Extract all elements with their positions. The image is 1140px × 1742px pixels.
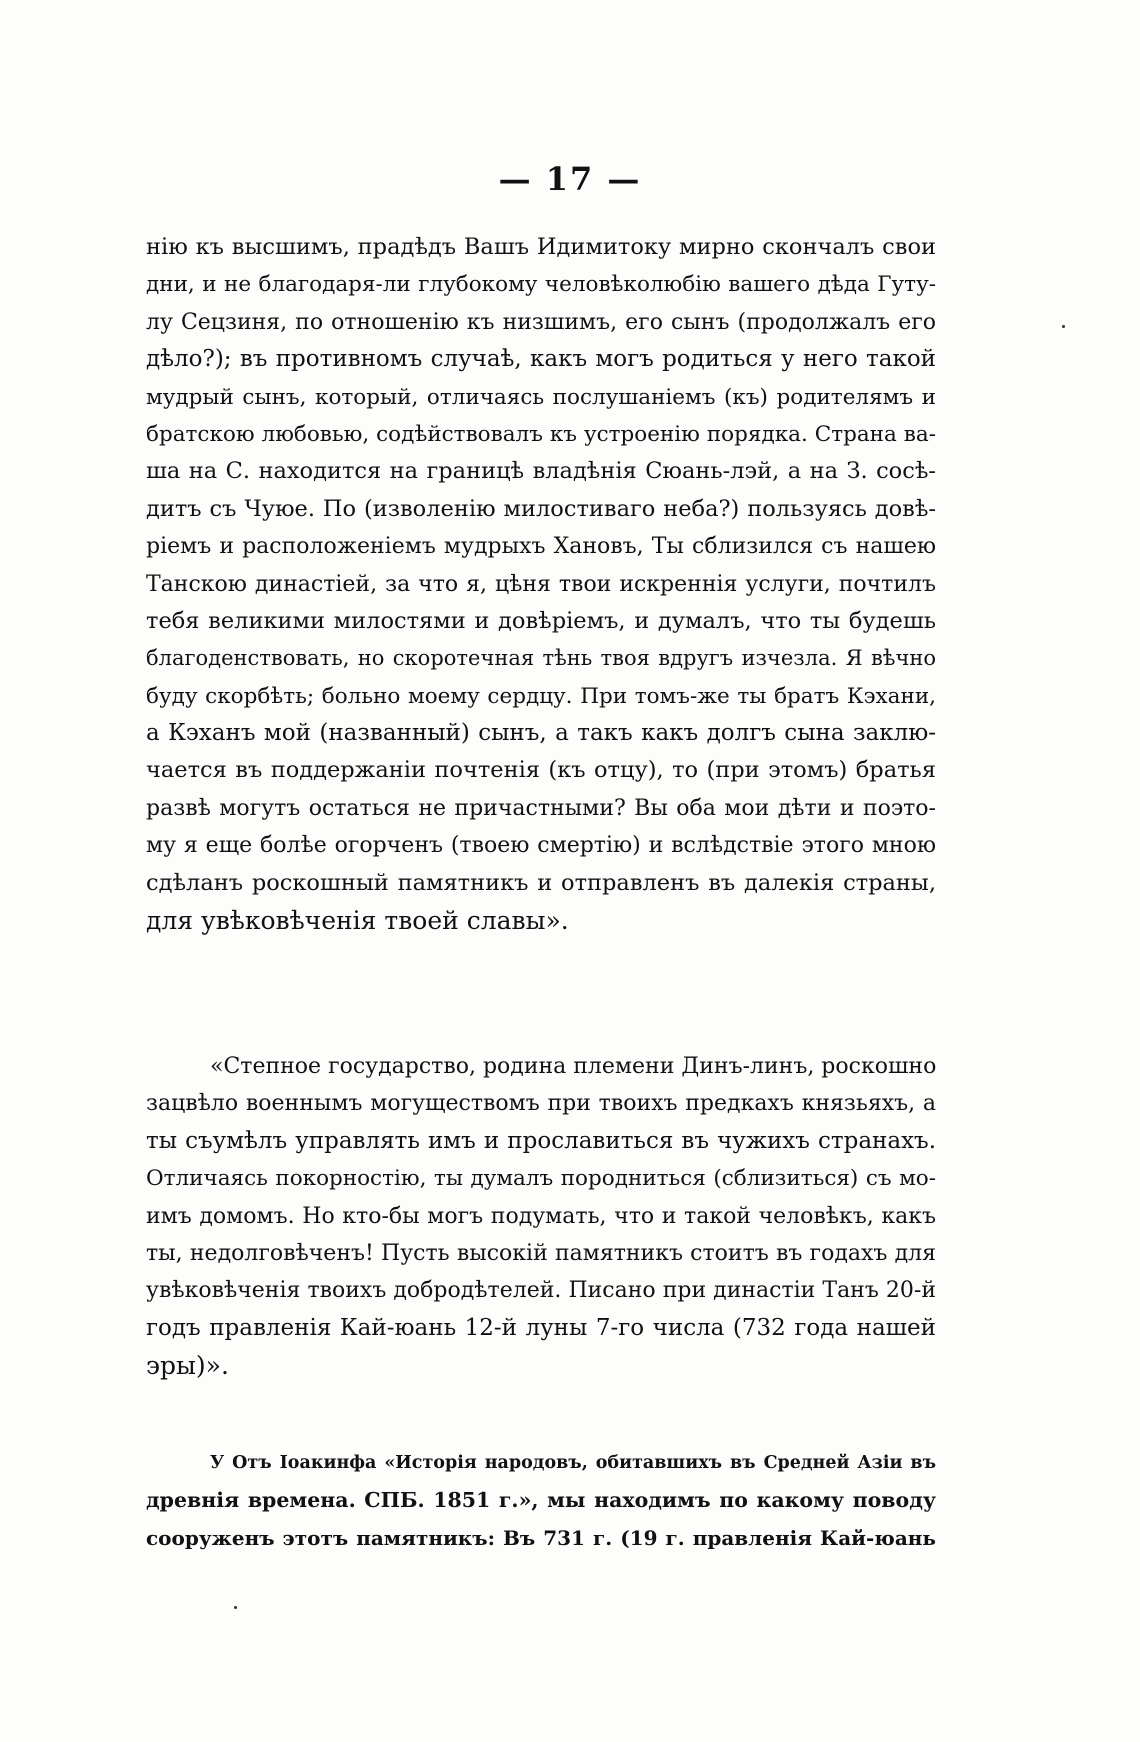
text-line: У Отъ Іоакинфа «Исторія народовъ, обитавшихъ въ Средней Азіи въ <box>210 1453 936 1473</box>
page-number: — 17 — <box>498 160 642 198</box>
paragraph-epitaph-second <box>146 1048 936 1385</box>
text-line: сооруженъ этотъ памятникъ: Въ 731 г. (19 г. правленія Кай-юань <box>146 1525 936 1550</box>
text-line: Отличаясь покорностію, ты думалъ породниться (сблизиться) съ мо- <box>146 1166 936 1192</box>
text-line: Танскою династіей, за что я, цѣня твои искреннія услуги, почтилъ <box>146 571 936 597</box>
text-line: годъ правленія Кай-юань 12-й луны 7-го числа (732 года нашей <box>146 1314 936 1341</box>
paragraph-iakinf-reference <box>146 1445 936 1557</box>
text-line: а Кэханъ мой (названный) сынъ, а такъ какъ долгъ сына заклю- <box>146 720 936 747</box>
text-line: дни, и не благодаря-ли глубокому человѣколюбію вашего дѣда Гуту- <box>146 272 936 298</box>
text-line: буду скорбѣть; больно моему сердцу. При томъ-же ты братъ Кэхани, <box>146 683 936 709</box>
text-line: ріемъ и расположеніемъ мудрыхъ Хановъ, Ты сблизился съ нашею <box>146 534 936 560</box>
text-line: мудрый сынъ, который, отличаясь послушаніемъ (къ) родителямъ и <box>146 384 936 410</box>
text-line: ша на С. находится на границѣ владѣнія Сюань-лэй, а на З. сосѣ- <box>146 458 936 485</box>
text-line: «Степное государство, родина племени Динъ-линъ, роскошно <box>210 1054 937 1079</box>
text-line: чается въ поддержаніи почтенія (къ отцу), то (при этомъ) братья <box>146 757 936 784</box>
text-line: сдѣланъ роскошный памятникъ и отправленъ въ далекія страны, <box>146 869 936 896</box>
text-line: дитъ съ Чуюе. По (изволенію милостиваго неба?) пользуясь довѣ- <box>146 495 936 522</box>
text-line: нію къ высшимъ, прадѣдъ Вашъ Идимитоку мирно скончалъ свои <box>146 234 936 260</box>
text-line: имъ домомъ. Но кто-бы могъ подумать, что и такой человѣкъ, какъ <box>146 1203 936 1229</box>
text-line: ты съумѣлъ управлять имъ и прославиться въ чужихъ странахъ. <box>146 1127 936 1154</box>
paragraph-epitaph-main <box>146 229 936 939</box>
text-line: дѣло?); въ противномъ случаѣ, какъ могъ родиться у него такой <box>146 346 936 373</box>
text-line: тебя великими милостями и довѣріемъ, и думалъ, что ты будешь <box>146 607 936 634</box>
text-line: развѣ могутъ остаться не причастными? Вы оба мои дѣти и поэто- <box>146 795 936 821</box>
text-line: лу Сецзиня, по отношенію къ низшимъ, его сынъ (продолжалъ его <box>146 309 936 335</box>
text-line: благоденствовать, но скоротечная тѣнь твоя вдругъ изчезла. Я вѣчно <box>146 646 936 671</box>
text-line: братскою любовью, содѣйствовалъ къ устроенію порядка. Страна ва- <box>146 421 936 447</box>
text-line: древнія времена. СПБ. 1851 г.», мы находимъ по какому поводу <box>146 1488 936 1513</box>
text-line: увѣковѣченія твоихъ добродѣтелей. Писано при династіи Танъ 20-й <box>146 1278 936 1304</box>
text-line: ты, недолговѣченъ! Пусть высокій памятникъ стоитъ въ годахъ для <box>146 1240 936 1266</box>
scan-speck <box>1062 325 1065 328</box>
text-line: зацвѣло военнымъ могуществомъ при твоихъ предкахъ князьяхъ, а <box>146 1091 936 1117</box>
scan-speck <box>234 1606 237 1609</box>
text-line: для увѣковѣченія твоей славы». <box>146 906 569 936</box>
text-line: эры)». <box>146 1351 229 1381</box>
text-line: му я еще болѣе огорченъ (твоею смертію) и вслѣдствіе этого мною <box>146 833 936 859</box>
